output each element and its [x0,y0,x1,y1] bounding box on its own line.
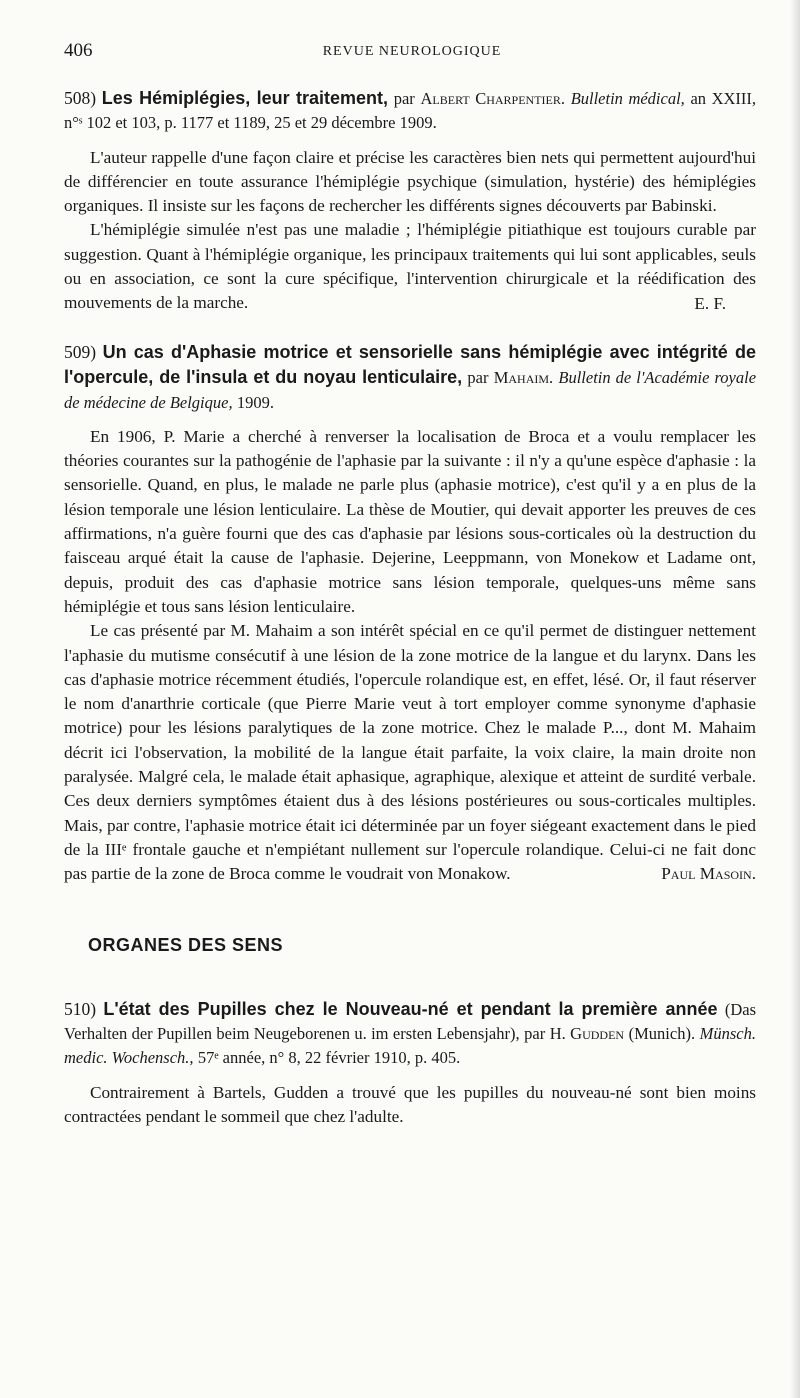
article-author: H. Gudden [549,1024,625,1044]
article-journal: Münsch. medic. Wochensch., [64,1024,756,1068]
article-author: Mahaim. [493,368,554,388]
article-title: Les Hémiplégies, leur traitement, [101,88,389,108]
paragraph: En 1906, P. Marie a cherché à renverser la localisation de Broca et a voulu remplacer les théories courantes sur la pathogénie de l'aphasie par la suivante : il n'y a qu'une espèce d'aphasie : la sensorielle. Quand, en plus, le malade ne parle plus (aphasie motrice), c'est qu'il y a en plus de la lésion temporale une lésion lenticulaire. La thèse de Moutier, qui devait apporter les preuves de ces affirmations, n'a guère fourni que des cas d'aphasie par lésions sous-corticales où la destruction du faisceau arqué était la cause de l'aphasie. Dejerine, Leeppmann, von Monekow et Ladame ont, depuis, produit des cas d'aphasie motrice sans lésion temporale, quelques-uns même sans hémiplégie et tous sans lésion lenticulaire. [64,426,756,616]
signature: E. F. [694,293,726,313]
ref-by: par [524,1024,546,1044]
ref-by: par [467,368,489,388]
body-text [64,86,756,1153]
article-title: L'état des Pupilles chez le Nouveau-né et pendant la première année [103,998,718,1019]
article-heading [64,997,756,1071]
article-number: 508) [64,88,97,108]
signature: Paul Masoin. [661,864,756,884]
article-508 [64,86,756,316]
author-place: (Munich). [628,1024,696,1044]
paragraph: L'auteur rappelle d'une façon claire et précise les caractères bien nets qui permettent aujourd'hui de différencier en toute assurance l'hémiplégie psychique (simulation, hystérie) des hémiplégies organiques. Il insiste sur les façons de rechercher les différents signes découverts par Babinski. [64,147,756,216]
article-author: Albert Charpentier. [420,89,565,108]
article-title: Un cas d'Aphasie motrice et sensorielle sans hémiplégie avec intégrité de l'opercule, de l'insula et du noyau lenticulaire, [64,341,757,388]
page-edge-shadow [790,0,800,1398]
running-head [64,40,760,66]
section-heading: ORGANES DES SENS [88,934,284,955]
paragraph: L'hémiplégie simulée n'est pas une maladie ; l'hémiplégie pitiathique est toujours curable par suggestion. Quant à l'hémiplégie organique, les principaux traitements qui lui sont applicables, seuls ou en association, ce sont la cure spécifique, l'intervention chirurgicale et la réédification des mouvements de la marche. [64,220,756,313]
article-509 [64,340,756,887]
paragraph [64,619,756,886]
paragraph-text: Le cas présenté par M. Mahaim a son intérêt spécial en ce qu'il permet de distinguer nettement l'aphasie du mutisme consécutif à une lésion de la zone motrice de la langue et du larynx. Dans les cas d'aphasie motrice récemment étudiés, l'opercule rolandique est, en effet, lésé. Or, il faut réserver le nom d'anarthrie corticale (que Pierre Marie veut à tort employer comme synonyme d'aphasie motrice) pour les lésions paralytiques de la zone motrice. Chez le malade P..., dont M. Mahaim décrit ici l'observation, la mobilité de la langue était parfaite, la voix claire, la main droite non paralysée. Malgré cela, le malade était aphasique, agraphique, alexique et atteint de surdité verbale. Ces deux derniers symptômes étaient dus à des lésions postérieures ou sous-corticales multiples. Mais, par contre, l'aphasie motrice était ici déterminée par un foyer siégeant exactement dans le pied de la IIIᵉ frontale gauche et n'empiétant nullement sur l'opercule rolandique. Celui-ci ne fait donc pas partie de la zone de Broca comme le voudrait von Monakow. [64,621,756,884]
article-citation: an XXIII, n°ˢ 102 et 103, p. 1177 et 1189, 25 et 29 décembre 1909. [64,89,757,133]
article-heading [64,340,756,415]
article-journal: Bulletin de l'Académie royale de médecine de Belgique, [64,368,757,412]
article-number: 510) [64,998,97,1019]
article-510 [64,997,756,1129]
article-subtitle: (Das Verhalten der Pupillen beim Neugeborenen u. im ersten Lebensjahr), [64,999,757,1044]
paragraph: Contrairement à Bartels, Gudden a trouvé que les pupilles du nouveau-né sont bien moins contractées pendant le sommeil que chez l'adulte. [64,1082,756,1126]
article-number: 509) [64,341,97,362]
article-journal: Bulletin médical, [570,89,685,108]
ref-by: par [393,89,415,108]
journal-title: REVUE NEUROLOGIQUE [322,44,502,59]
article-citation: 57ᵉ année, n° 8, 22 février 1910, p. 405. [197,1048,461,1068]
article-citation: 1909. [236,392,275,412]
article-heading [64,86,756,136]
page-number: 406 [64,40,93,61]
